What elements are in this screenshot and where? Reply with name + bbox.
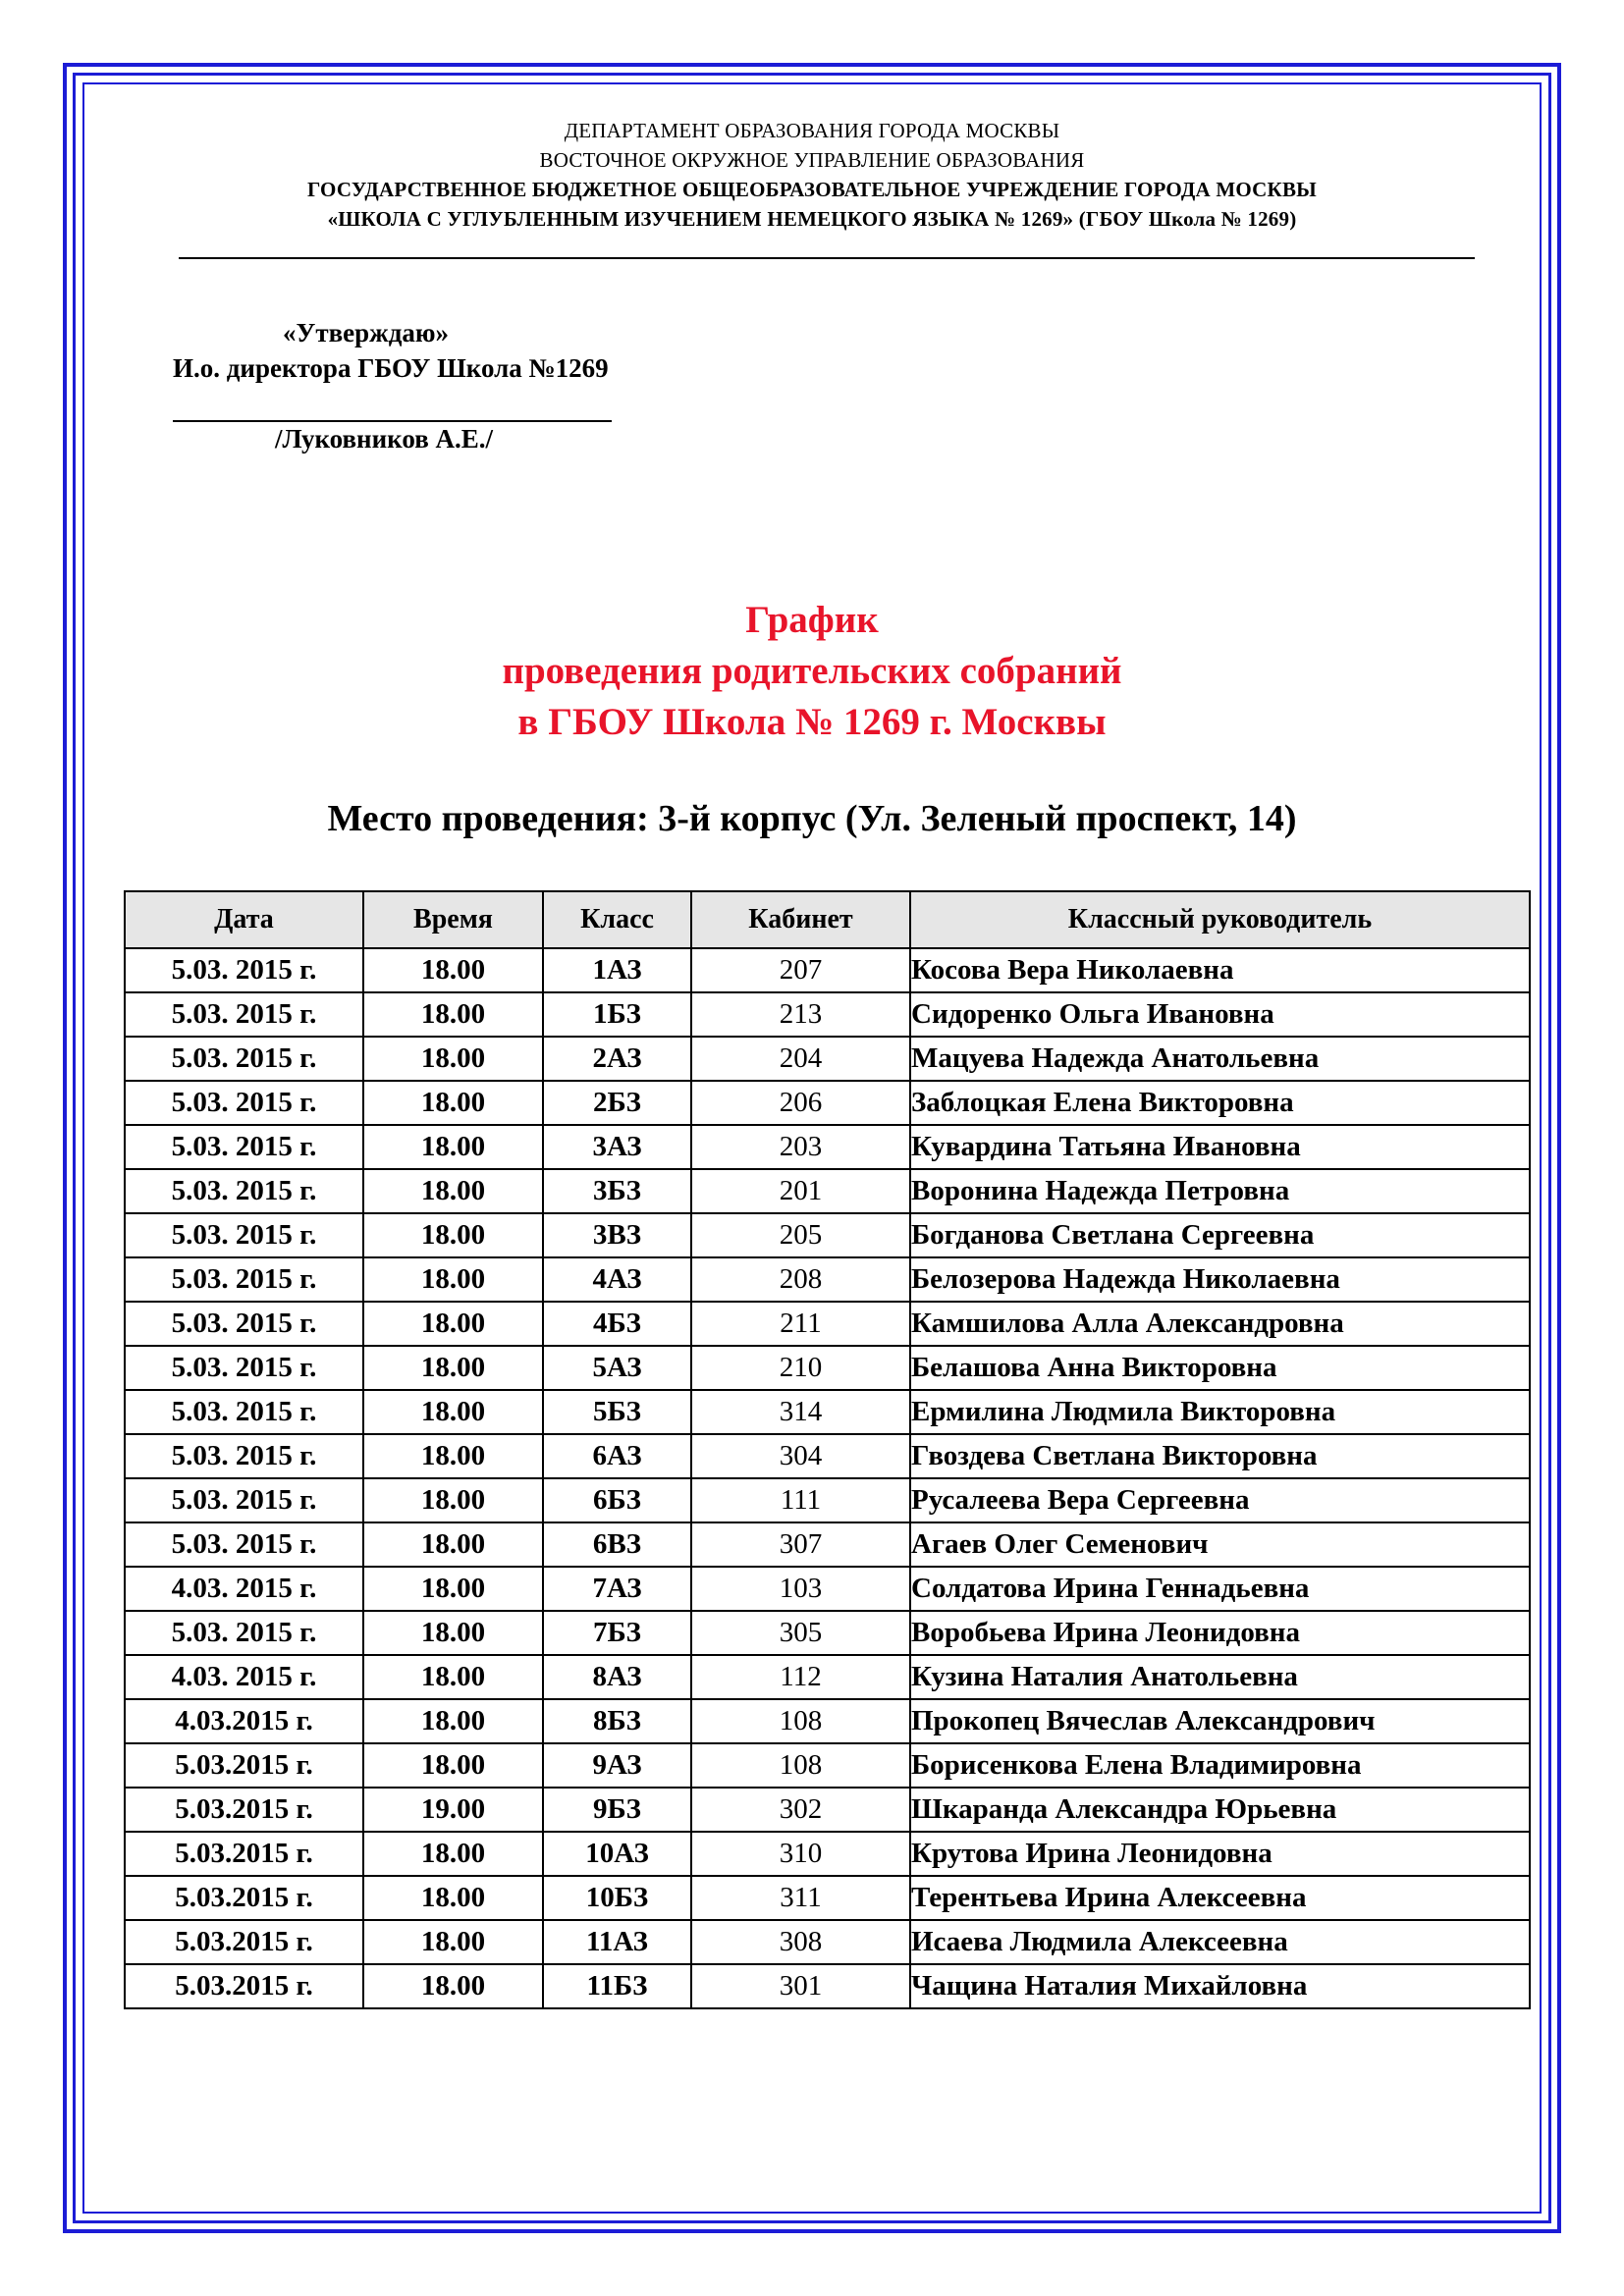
schedule-table	[124, 890, 1531, 2009]
time-cell: 19.00	[363, 1788, 543, 1832]
time-cell: 18.00	[363, 948, 543, 992]
room-cell: 307	[691, 1522, 910, 1567]
room-cell: 203	[691, 1125, 910, 1169]
time-cell: 18.00	[363, 1876, 543, 1920]
class-cell: 4АЗ	[543, 1257, 691, 1302]
table-row	[125, 1522, 1530, 1567]
time-cell: 18.00	[363, 1964, 543, 2008]
table-row	[125, 1257, 1530, 1302]
room-cell: 301	[691, 1964, 910, 2008]
class-cell: 10АЗ	[543, 1832, 691, 1876]
table-row	[125, 992, 1530, 1037]
class-cell: 5АЗ	[543, 1346, 691, 1390]
room-cell: 208	[691, 1257, 910, 1302]
teacher-cell: Русалеева Вера Сергеевна	[910, 1478, 1530, 1522]
table-row	[125, 1169, 1530, 1213]
teacher-cell: Заблоцкая Елена Викторовна	[910, 1081, 1530, 1125]
table-row	[125, 1478, 1530, 1522]
table-row	[125, 1743, 1530, 1788]
table-row	[125, 1788, 1530, 1832]
class-cell: 2БЗ	[543, 1081, 691, 1125]
class-cell: 6АЗ	[543, 1434, 691, 1478]
class-cell: 3БЗ	[543, 1169, 691, 1213]
date-cell: 5.03. 2015 г.	[125, 1611, 363, 1655]
approval-heading: «Утверждаю»	[283, 318, 450, 347]
date-cell: 5.03.2015 г.	[125, 1743, 363, 1788]
room-cell: 111	[691, 1478, 910, 1522]
teacher-cell: Кузина Наталия Анатольевна	[910, 1655, 1530, 1699]
room-cell: 205	[691, 1213, 910, 1257]
table-row	[125, 1037, 1530, 1081]
class-cell: 3АЗ	[543, 1125, 691, 1169]
teacher-cell: Косова Вера Николаевна	[910, 948, 1530, 992]
room-cell: 206	[691, 1081, 910, 1125]
approval-signatory: /Луковников А.Е./	[275, 424, 494, 454]
time-cell: 18.00	[363, 1125, 543, 1169]
letterhead-district: ВОСТОЧНОЕ ОКРУЖНОЕ УПРАВЛЕНИЕ ОБРАЗОВАНИЯ	[539, 148, 1085, 172]
date-cell: 5.03.2015 г.	[125, 1920, 363, 1964]
letterhead-divider	[179, 257, 1475, 259]
header-class: Класс	[543, 891, 691, 948]
class-cell: 6БЗ	[543, 1478, 691, 1522]
signature-line	[173, 420, 612, 422]
teacher-cell: Крутова Ирина Леонидовна	[910, 1832, 1530, 1876]
document-title	[98, 595, 1526, 748]
table-body	[125, 948, 1530, 2008]
table-row	[125, 1832, 1530, 1876]
time-cell: 18.00	[363, 1213, 543, 1257]
class-cell: 7БЗ	[543, 1611, 691, 1655]
class-cell: 8БЗ	[543, 1699, 691, 1743]
date-cell: 5.03. 2015 г.	[125, 992, 363, 1037]
time-cell: 18.00	[363, 1655, 543, 1699]
teacher-cell: Белозерова Надежда Николаевна	[910, 1257, 1530, 1302]
header-time: Время	[363, 891, 543, 948]
time-cell: 18.00	[363, 1478, 543, 1522]
teacher-cell: Воронина Надежда Петровна	[910, 1169, 1530, 1213]
title-line-2: проведения родительских собраний	[502, 650, 1122, 692]
class-cell: 11АЗ	[543, 1920, 691, 1964]
date-cell: 4.03. 2015 г.	[125, 1655, 363, 1699]
letterhead-institution: ГОСУДАРСТВЕННОЕ БЮДЖЕТНОЕ ОБЩЕОБРАЗОВАТЕЛЬНОЕ УЧРЕЖДЕНИЕ ГОРОДА МОСКВЫ	[306, 178, 1318, 201]
date-cell: 5.03. 2015 г.	[125, 1081, 363, 1125]
room-cell: 213	[691, 992, 910, 1037]
date-cell: 5.03.2015 г.	[125, 1964, 363, 2008]
time-cell: 18.00	[363, 1257, 543, 1302]
room-cell: 310	[691, 1832, 910, 1876]
date-cell: 5.03. 2015 г.	[125, 948, 363, 992]
class-cell: 10БЗ	[543, 1876, 691, 1920]
title-line-1: График	[745, 599, 879, 641]
teacher-cell: Агаев Олег Семенович	[910, 1522, 1530, 1567]
time-cell: 18.00	[363, 1743, 543, 1788]
title-line-3: в ГБОУ Школа № 1269 г. Москвы	[517, 701, 1107, 743]
teacher-cell: Белашова Анна Викторовна	[910, 1346, 1530, 1390]
room-cell: 207	[691, 948, 910, 992]
table-row	[125, 1699, 1530, 1743]
class-cell: 6ВЗ	[543, 1522, 691, 1567]
class-cell: 9БЗ	[543, 1788, 691, 1832]
table-row	[125, 1081, 1530, 1125]
room-cell: 211	[691, 1302, 910, 1346]
class-cell: 5БЗ	[543, 1390, 691, 1434]
room-cell: 108	[691, 1743, 910, 1788]
letterhead	[98, 116, 1526, 234]
time-cell: 18.00	[363, 1699, 543, 1743]
date-cell: 5.03. 2015 г.	[125, 1037, 363, 1081]
teacher-cell: Терентьева Ирина Алексеевна	[910, 1876, 1530, 1920]
table-row	[125, 1655, 1530, 1699]
teacher-cell: Гвоздева Светлана Викторовна	[910, 1434, 1530, 1478]
room-cell: 108	[691, 1699, 910, 1743]
teacher-cell: Кувардина Татьяна Ивановна	[910, 1125, 1530, 1169]
room-cell: 311	[691, 1876, 910, 1920]
date-cell: 5.03. 2015 г.	[125, 1434, 363, 1478]
time-cell: 18.00	[363, 1081, 543, 1125]
room-cell: 305	[691, 1611, 910, 1655]
teacher-cell: Солдатова Ирина Геннадьевна	[910, 1567, 1530, 1611]
time-cell: 18.00	[363, 1434, 543, 1478]
time-cell: 18.00	[363, 1832, 543, 1876]
class-cell: 8АЗ	[543, 1655, 691, 1699]
date-cell: 4.03. 2015 г.	[125, 1567, 363, 1611]
header-date: Дата	[125, 891, 363, 948]
class-cell: 3ВЗ	[543, 1213, 691, 1257]
table-row	[125, 1964, 1530, 2008]
class-cell: 7АЗ	[543, 1567, 691, 1611]
meeting-location: Место проведения: 3-й корпус (Ул. Зеленый проспект, 14)	[327, 798, 1297, 839]
table-row	[125, 1920, 1530, 1964]
date-cell: 5.03. 2015 г.	[125, 1522, 363, 1567]
teacher-cell: Шкаранда Александра Юрьевна	[910, 1788, 1530, 1832]
date-cell: 5.03. 2015 г.	[125, 1390, 363, 1434]
table-row	[125, 1213, 1530, 1257]
time-cell: 18.00	[363, 1567, 543, 1611]
time-cell: 18.00	[363, 1037, 543, 1081]
date-cell: 5.03. 2015 г.	[125, 1169, 363, 1213]
time-cell: 18.00	[363, 992, 543, 1037]
room-cell: 308	[691, 1920, 910, 1964]
table-row	[125, 1876, 1530, 1920]
date-cell: 5.03.2015 г.	[125, 1832, 363, 1876]
teacher-cell: Прокопец Вячеслав Александрович	[910, 1699, 1530, 1743]
table-header-row	[125, 891, 1530, 948]
date-cell: 5.03. 2015 г.	[125, 1478, 363, 1522]
table-row	[125, 1125, 1530, 1169]
date-cell: 5.03. 2015 г.	[125, 1213, 363, 1257]
room-cell: 201	[691, 1169, 910, 1213]
letterhead-department: ДЕПАРТАМЕНТ ОБРАЗОВАНИЯ ГОРОДА МОСКВЫ	[564, 119, 1060, 142]
room-cell: 210	[691, 1346, 910, 1390]
teacher-cell: Исаева Людмила Алексеевна	[910, 1920, 1530, 1964]
date-cell: 4.03.2015 г.	[125, 1699, 363, 1743]
table-row	[125, 1611, 1530, 1655]
date-cell: 5.03.2015 г.	[125, 1876, 363, 1920]
room-cell: 204	[691, 1037, 910, 1081]
time-cell: 18.00	[363, 1611, 543, 1655]
room-cell: 302	[691, 1788, 910, 1832]
class-cell: 1АЗ	[543, 948, 691, 992]
letterhead-school-name: «ШКОЛА С УГЛУБЛЕННЫМ ИЗУЧЕНИЕМ НЕМЕЦКОГО ЯЗЫКА № 1269» (ГБОУ Школа № 1269)	[327, 207, 1297, 231]
table-row	[125, 948, 1530, 992]
table-row	[125, 1390, 1530, 1434]
time-cell: 18.00	[363, 1346, 543, 1390]
teacher-cell: Богданова Светлана Сергеевна	[910, 1213, 1530, 1257]
table-row	[125, 1302, 1530, 1346]
date-cell: 5.03. 2015 г.	[125, 1257, 363, 1302]
class-cell: 9АЗ	[543, 1743, 691, 1788]
header-room: Кабинет	[691, 891, 910, 948]
table-row	[125, 1346, 1530, 1390]
date-cell: 5.03.2015 г.	[125, 1788, 363, 1832]
time-cell: 18.00	[363, 1522, 543, 1567]
teacher-cell: Борисенкова Елена Владимировна	[910, 1743, 1530, 1788]
teacher-cell: Ермилина Людмила Викторовна	[910, 1390, 1530, 1434]
room-cell: 314	[691, 1390, 910, 1434]
time-cell: 18.00	[363, 1920, 543, 1964]
approval-position: И.о. директора ГБОУ Школа №1269	[173, 353, 609, 383]
room-cell: 103	[691, 1567, 910, 1611]
time-cell: 18.00	[363, 1390, 543, 1434]
date-cell: 5.03. 2015 г.	[125, 1346, 363, 1390]
date-cell: 5.03. 2015 г.	[125, 1125, 363, 1169]
time-cell: 18.00	[363, 1302, 543, 1346]
class-cell: 2АЗ	[543, 1037, 691, 1081]
table-row	[125, 1434, 1530, 1478]
date-cell: 5.03. 2015 г.	[125, 1302, 363, 1346]
room-cell: 304	[691, 1434, 910, 1478]
teacher-cell: Сидоренко Ольга Ивановна	[910, 992, 1530, 1037]
teacher-cell: Мацуева Надежда Анатольевна	[910, 1037, 1530, 1081]
teacher-cell: Воробьева Ирина Леонидовна	[910, 1611, 1530, 1655]
class-cell: 1БЗ	[543, 992, 691, 1037]
teacher-cell: Камшилова Алла Александровна	[910, 1302, 1530, 1346]
class-cell: 4БЗ	[543, 1302, 691, 1346]
teacher-cell: Чащина Наталия Михайловна	[910, 1964, 1530, 2008]
table-row	[125, 1567, 1530, 1611]
header-teacher: Классный руководитель	[910, 891, 1530, 948]
room-cell: 112	[691, 1655, 910, 1699]
time-cell: 18.00	[363, 1169, 543, 1213]
class-cell: 11БЗ	[543, 1964, 691, 2008]
